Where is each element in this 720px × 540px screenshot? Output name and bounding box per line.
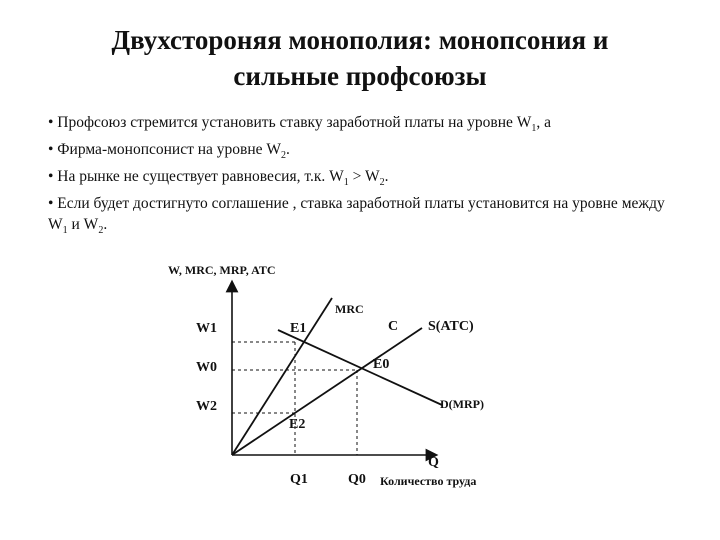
y-axis-label: W, MRC, MRP, ATC — [168, 263, 276, 277]
q1-label: Q1 — [290, 472, 308, 487]
x-axis-caption: Количество труда — [380, 474, 477, 488]
q0-label: Q0 — [348, 472, 366, 487]
w2-label: W2 — [196, 399, 217, 414]
e2-label: E2 — [289, 417, 306, 432]
title-line-1: Двухстороняя монополия: монопсония и — [111, 25, 609, 55]
mrc-label: MRC — [335, 302, 364, 316]
x-axis-label: Q — [428, 455, 439, 470]
supply-atc-curve — [232, 328, 422, 455]
w1-label: W1 — [196, 321, 217, 336]
c-label: C — [388, 319, 399, 334]
bullet-item: • Профсоюз стремится установить ставку заработной платы на уровне $W_1$, а — [48, 114, 552, 135]
demand-mrp-curve — [278, 330, 442, 405]
bullet-item: • На рынке не существует равновесия, т.к. $W_1 > W_2$. — [48, 168, 389, 189]
bullet-item: • Если будет достигнуто соглашение , ставка заработной платы установится на уровне между $W_1$ и $W_2$. — [48, 195, 665, 237]
title-line-2: сильные профсоюзы — [233, 61, 487, 91]
w0-label: W0 — [196, 360, 217, 375]
e1-label: E1 — [290, 321, 307, 336]
mrc-curve — [232, 298, 332, 455]
supply-label: S(ATC) — [428, 319, 474, 334]
e0-label: E0 — [373, 357, 390, 372]
demand-label: D(MRP) — [440, 397, 484, 411]
bullet-item: • Фирма-монопсонист на уровне $W_2$. — [48, 141, 290, 162]
